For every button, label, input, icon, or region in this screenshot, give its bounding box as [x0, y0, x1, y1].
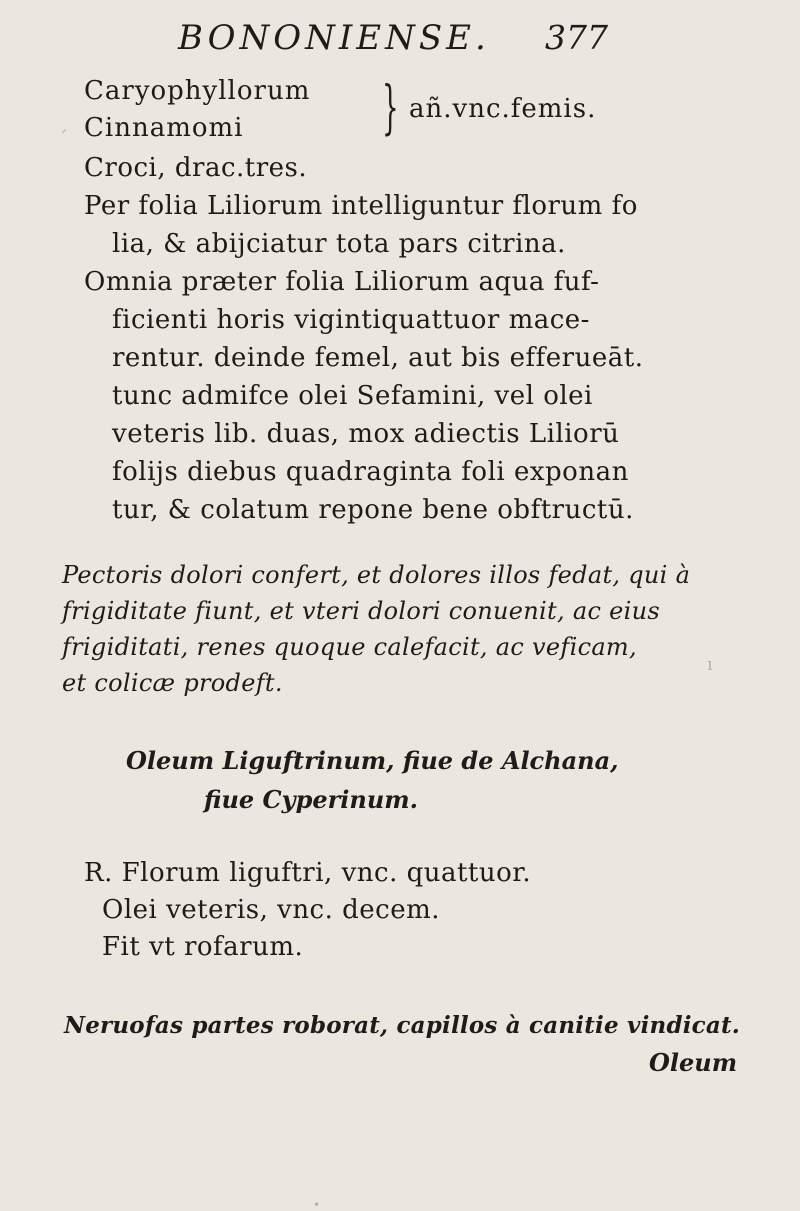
- virtues-line: frigiditati, renes quoque calefacit, ac veficam,: [62, 633, 637, 661]
- ingredient-group: [84, 74, 754, 149]
- prescription: [84, 855, 754, 966]
- virtues-line: Pectoris dolori confert, et dolores illos fedat, qui à: [62, 561, 691, 589]
- running-head: BONONIENSE.: [178, 18, 490, 58]
- grouping-brace: }: [382, 73, 399, 141]
- body-line: Per folia Liliorum intelliguntur florum fo: [84, 191, 638, 221]
- body-line: ficienti horis vigintiquattuor mace-: [112, 305, 590, 335]
- body-line: tur, & colatum repone bene obftructū.: [112, 495, 634, 525]
- body-line: rentur. deinde femel, aut bis efferueāt.: [112, 343, 644, 373]
- virtues-line: et colicæ prodeft.: [62, 669, 283, 697]
- virtues-line: frigiditate fiunt, et vteri dolori conuenit, ac eius: [62, 597, 660, 625]
- page-content: [62, 73, 754, 1043]
- prescription-line: R. Florum liguftri, vnc. quattuor.: [84, 858, 532, 888]
- recipe-title: [84, 741, 754, 819]
- ingredient-quantity: añ.vnc.femis.: [409, 94, 597, 124]
- virtues-line: Neruofas partes roborat, capillos à canitie vindicat.: [64, 1012, 741, 1039]
- virtues-paragraph: [62, 557, 754, 701]
- body-line: tunc admifce olei Sefamini, vel olei: [112, 381, 593, 411]
- body-line: folijs diebus quadraginta foli exponan: [112, 457, 629, 487]
- page-number: 377: [545, 18, 608, 57]
- ingredient-cinnamomi: Cinnamomi: [84, 113, 244, 143]
- virtues-paragraph-2: [64, 1009, 754, 1043]
- recipe-title-line: fiue Cyperinum.: [204, 785, 419, 814]
- body-line: lia, & abijciatur tota pars citrina.: [112, 229, 566, 259]
- recipe-title-line: Oleum Liguftrinum, fiue de Alchana,: [126, 746, 619, 775]
- recipe-body: [84, 149, 754, 529]
- catchword: Oleum: [649, 1048, 738, 1077]
- prescription-line: Olei veteris, vnc. decem.: [102, 895, 441, 925]
- body-line: veteris lib. duas, mox adiectis Liliorū: [112, 419, 620, 449]
- margin-mark: ı: [707, 654, 713, 675]
- margin-mark: •: [313, 1198, 321, 1211]
- ingredient-caryophyllorum: Caryophyllorum: [84, 76, 311, 106]
- body-line: Omnia præter folia Liliorum aqua fuf-: [84, 267, 600, 297]
- body-line: Croci, drac.tres.: [84, 153, 308, 183]
- prescription-line: Fit vt rofarum.: [102, 932, 304, 962]
- margin-mark: ´: [58, 126, 68, 150]
- page-header: [0, 18, 800, 66]
